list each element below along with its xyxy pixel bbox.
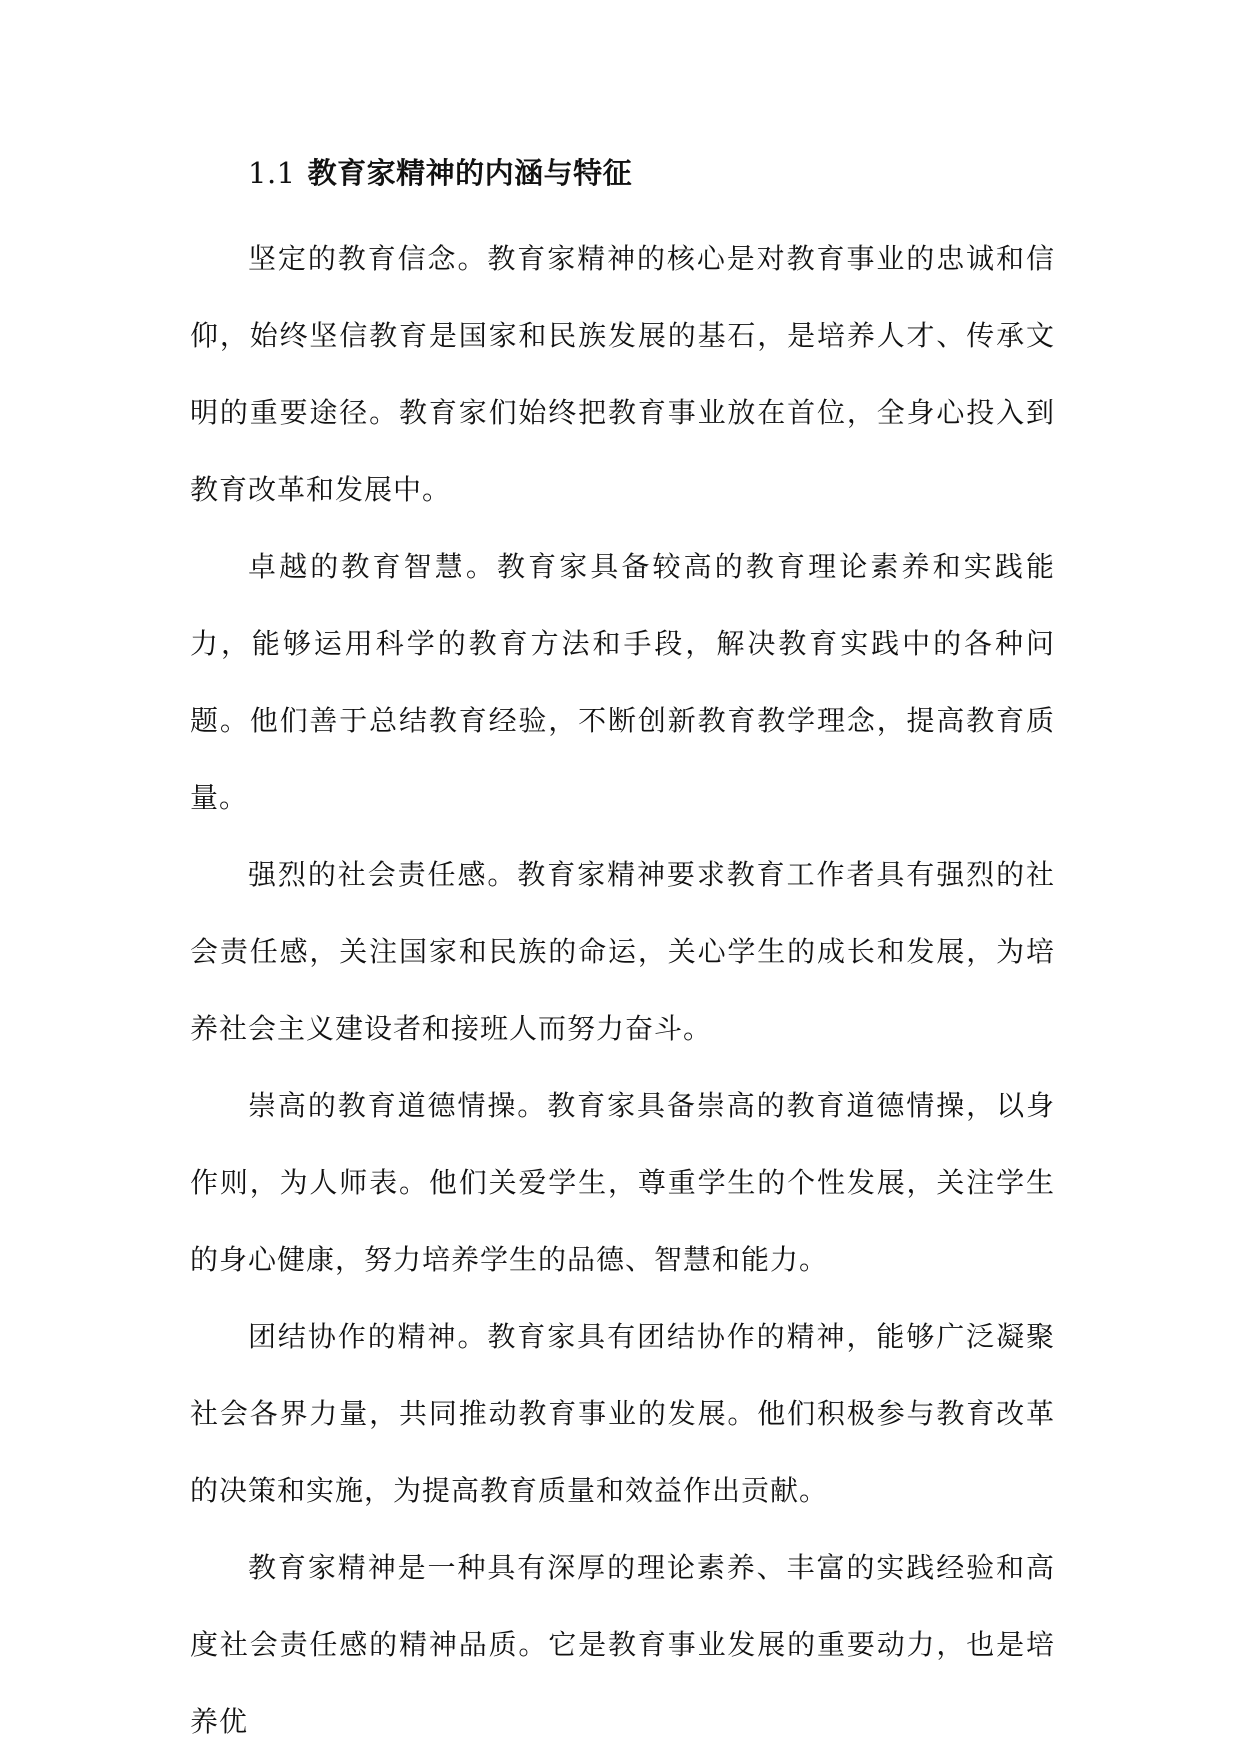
paragraph-belief: 坚定的教育信念。教育家精神的核心是对教育事业的忠诚和信仰，始终坚信教育是国家和民族发展的基石，是培养人才、传承文明的重要途径。教育家们始终把教育事业放在首位，全身心投入到教育改革和发展中。 (190, 242, 1055, 506)
body-text (190, 220, 1055, 1760)
paragraph-ethics: 崇高的教育道德情操。教育家具备崇高的教育道德情操，以身作则，为人师表。他们关爱学生，尊重学生的个性发展，关注学生的身心健康，努力培养学生的品德、智慧和能力。 (190, 1089, 1055, 1276)
paragraph-summary: 教育家精神是一种具有深厚的理论素养、丰富的实践经验和高度社会责任感的精神品质。它是教育事业发展的重要动力，也是培养优 (190, 1551, 1055, 1738)
paragraph-cooperation: 团结协作的精神。教育家具有团结协作的精神，能够广泛凝聚社会各界力量，共同推动教育事业的发展。他们积极参与教育改革的决策和实施，为提高教育质量和效益作出贡献。 (190, 1320, 1055, 1507)
section-number: 1.1 (248, 156, 296, 190)
section-title: 教育家精神的内涵与特征 (307, 156, 633, 190)
paragraph-responsibility: 强烈的社会责任感。教育家精神要求教育工作者具有强烈的社会责任感，关注国家和民族的命运，关心学生的成长和发展，为培养社会主义建设者和接班人而努力奋斗。 (190, 858, 1055, 1045)
section-heading (248, 148, 632, 198)
paragraph-wisdom: 卓越的教育智慧。教育家具备较高的教育理论素养和实践能力，能够运用科学的教育方法和手段，解决教育实践中的各种问题。他们善于总结教育经验，不断创新教育教学理念，提高教育质量。 (190, 550, 1055, 814)
